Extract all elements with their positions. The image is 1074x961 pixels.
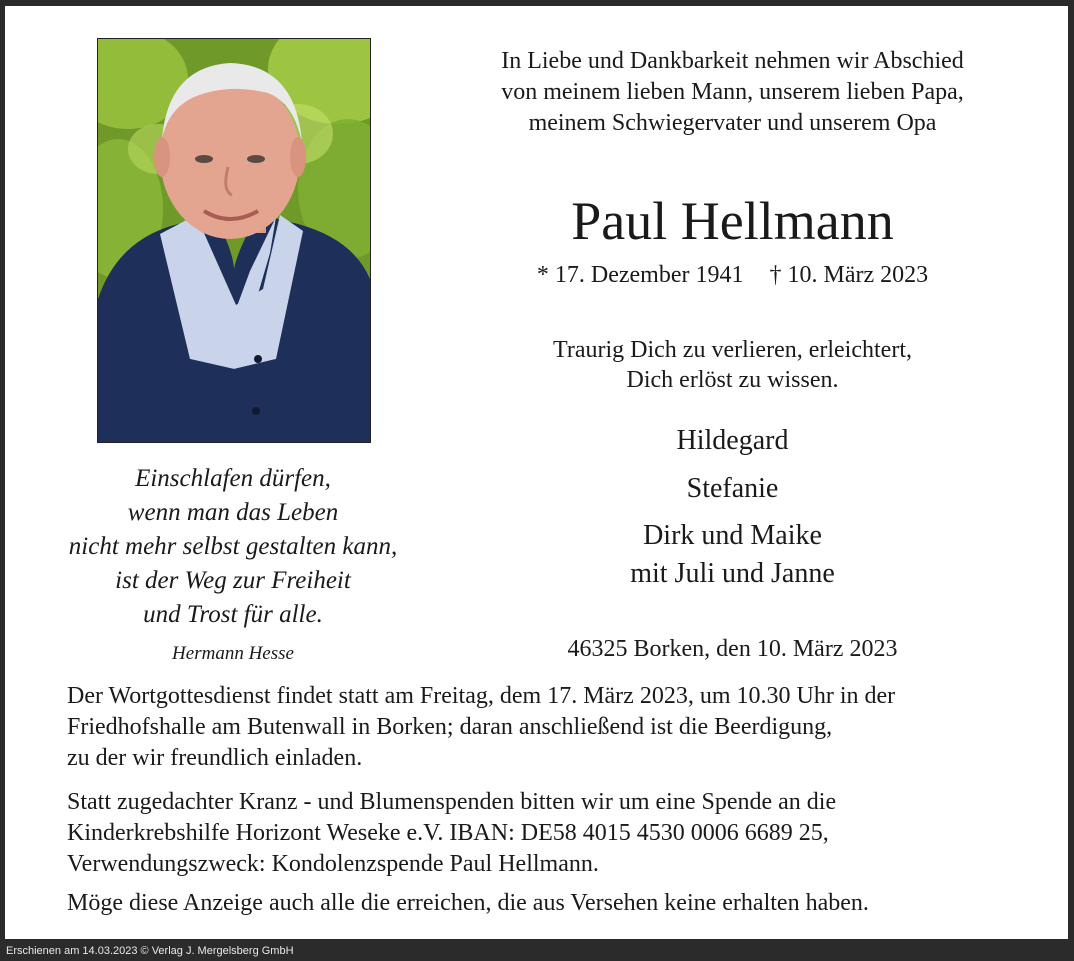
service-line: Der Wortgottesdienst findet statt am Freitag, dem 17. März 2023, um 10.30 Uhr in der — [67, 683, 896, 709]
mourner-name: Hildegard — [676, 425, 789, 456]
place-date: 46325 Borken, den 10. März 2023 — [567, 636, 898, 662]
obituary-notice — [5, 6, 1068, 939]
service-line: zu der wir freundlich einladen. — [67, 745, 363, 771]
quote-line: und Trost für alle. — [143, 601, 323, 628]
motto-line: Traurig Dich zu verlieren, erleichtert, — [553, 337, 912, 363]
quote-line: nicht mehr selbst gestalten kann, — [68, 533, 398, 560]
donation-paragraph — [67, 787, 1047, 880]
quote-line: wenn man das Leben — [127, 499, 339, 526]
portrait-photo — [97, 38, 371, 443]
mourner-name: mit Juli und Janne — [630, 558, 835, 589]
motto-line: Dich erlöst zu wissen. — [626, 367, 839, 393]
intro-line: von meinem lieben Mann, unserem lieben Papa, — [501, 79, 964, 105]
publication-footer: Erschienen am 14.03.2023 © Verlag J. Mergelsberg GmbH — [6, 945, 294, 957]
donation-line: Verwendungszweck: Kondolenzspende Paul Hellmann. — [67, 851, 599, 877]
service-paragraph — [67, 681, 1047, 774]
motto-text — [435, 335, 1030, 395]
closing-line: Möge diese Anzeige auch alle die erreichen, die aus Versehen keine erhalten haben. — [67, 890, 869, 916]
quote-line: Einschlafen dürfen, — [135, 465, 331, 492]
mourner-name: Dirk und Maike — [643, 520, 822, 551]
donation-line: Kinderkrebshilfe Horizont Weseke e.V. IBAN: DE58 4015 4530 0006 6689 25, — [67, 820, 829, 846]
deceased-name: Paul Hellmann — [571, 191, 894, 251]
intro-line: In Liebe und Dankbarkeit nehmen wir Abschied — [501, 48, 964, 74]
quote-line: ist der Weg zur Freiheit — [115, 567, 351, 594]
quote-author: Hermann Hesse — [172, 643, 294, 664]
intro-line: meinem Schwiegervater und unserem Opa — [528, 110, 937, 136]
intro-text — [435, 46, 1030, 139]
mourner-name: Stefanie — [686, 473, 779, 504]
birth-date: * 17. Dezember 1941 — [536, 262, 744, 288]
donation-line: Statt zugedachter Kranz - und Blumenspenden bitten wir um eine Spende an die — [67, 789, 837, 815]
service-line: Friedhofshalle am Butenwall in Borken; daran anschließend ist die Beerdigung, — [67, 714, 833, 740]
quote-text — [45, 462, 421, 632]
life-dates — [435, 260, 1030, 290]
death-date: † 10. März 2023 — [769, 262, 929, 288]
